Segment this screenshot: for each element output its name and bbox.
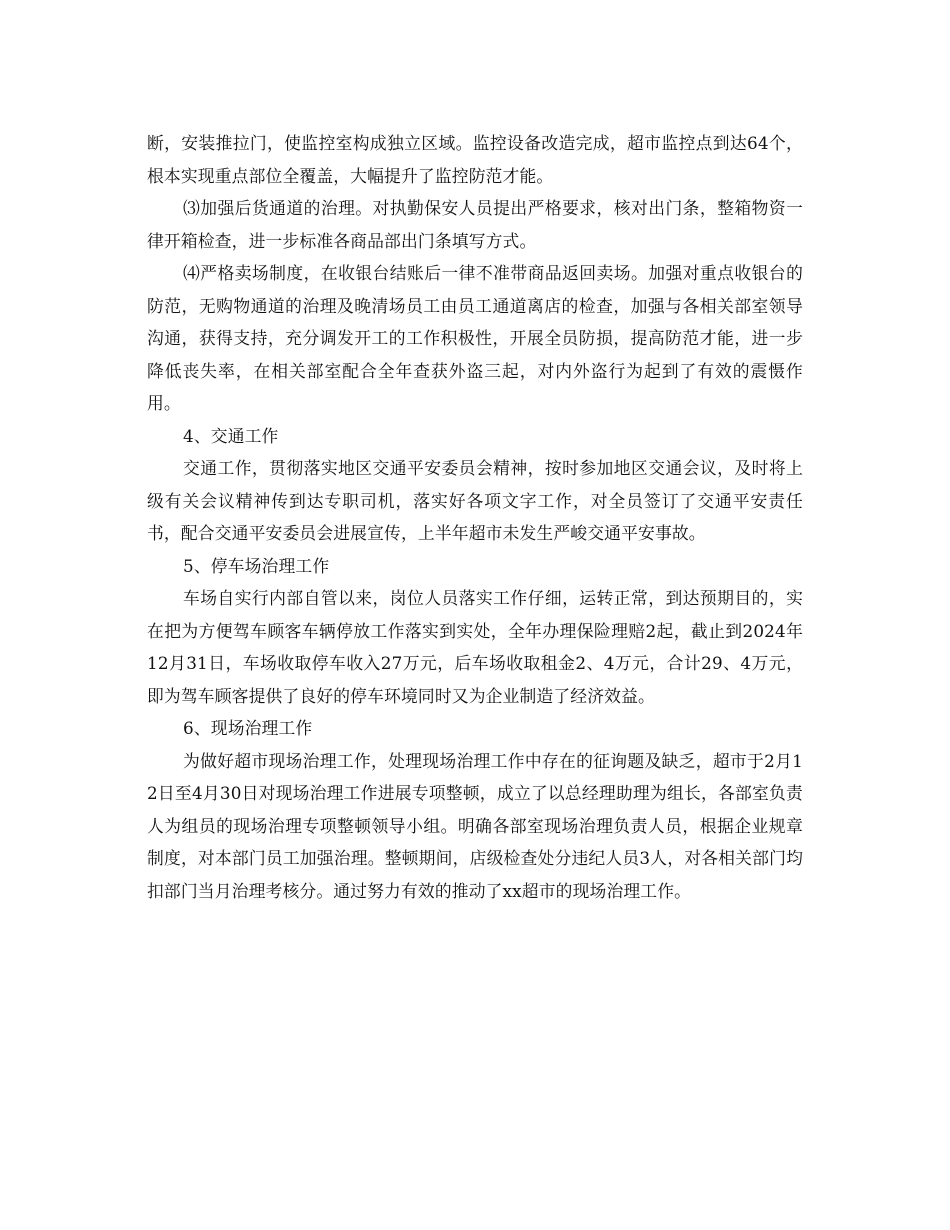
document-body — [147, 127, 803, 907]
paragraph-traffic-work: 交通工作，贯彻落实地区交通平安委员会精神，按时参加地区交通会议，及时将上级有关会议精神传到达专职司机，落实好各项文字工作，对全员签订了交通平安责任书，配合交通平安委员会进展宣传，上半年超市未发生严峻交通平安事故。 — [147, 458, 803, 543]
paragraph-rear-cargo-channel: ⑶加强后货通道的治理。对执勤保安人员提出严格要求，核对出门条，整箱物资一律开箱检查，进一步标准各商品部出门条填写方式。 — [147, 198, 803, 251]
paragraph-sales-floor-rules: ⑷严格卖场制度，在收银台结账后一律不准带商品返回卖场。加强对重点收银台的防范，无购物通道的治理及晚清场员工由员工通道离店的检查，加强与各相关部室领导沟通，获得支持，充分调发开工的工作积极性，开展全员防损，提高防范才能，进一步降低丧失率，在相关部室配合全年查获外盗三起，对内外盗行为起到了有效的震慑作用。 — [147, 263, 803, 413]
section-heading-parking: 5、停车场治理工作 — [183, 555, 330, 576]
paragraph-site-management: 为做好超市现场治理工作，处理现场治理工作中存在的征询题及缺乏，超市于2月12日至4月30日对现场治理工作进展专项整顿，成立了以总经理助理为组长，各部室负责人为组员的现场治理专项整顿领导小组。明确各部室现场治理负责人员，根据企业规章制度，对本部门员工加强治理。整顿期间，店级检查处分违纪人员3人，对各相关部门均扣部门当月治理考核分。通过努力有效的推动了xx超市的现场治理工作。 — [147, 750, 803, 901]
section-heading-site-management: 6、现场治理工作 — [183, 718, 313, 738]
paragraph-monitoring-continued: 断，安装推拉门，使监控室构成独立区域。监控设备改造完成，超市监控点到达64个，根本实现重点部位全覆盖，大幅提升了监控防范才能。 — [147, 133, 803, 186]
paragraph-parking-management: 车场自实行内部自管以来，岗位人员落实工作仔细，运转正常，到达预期目的，实在把为方便驾车顾客车辆停放工作落实到实处，全年办理保险理赔2起，截止到2024年12月31日，车场收取停车收入27万元，后车场收取租金2、4万元，合计29、4万元，即为驾车顾客提供了良好的停车环境同时又为企业制造了经济效益。 — [147, 588, 803, 706]
section-heading-traffic: 4、交通工作 — [183, 425, 279, 446]
